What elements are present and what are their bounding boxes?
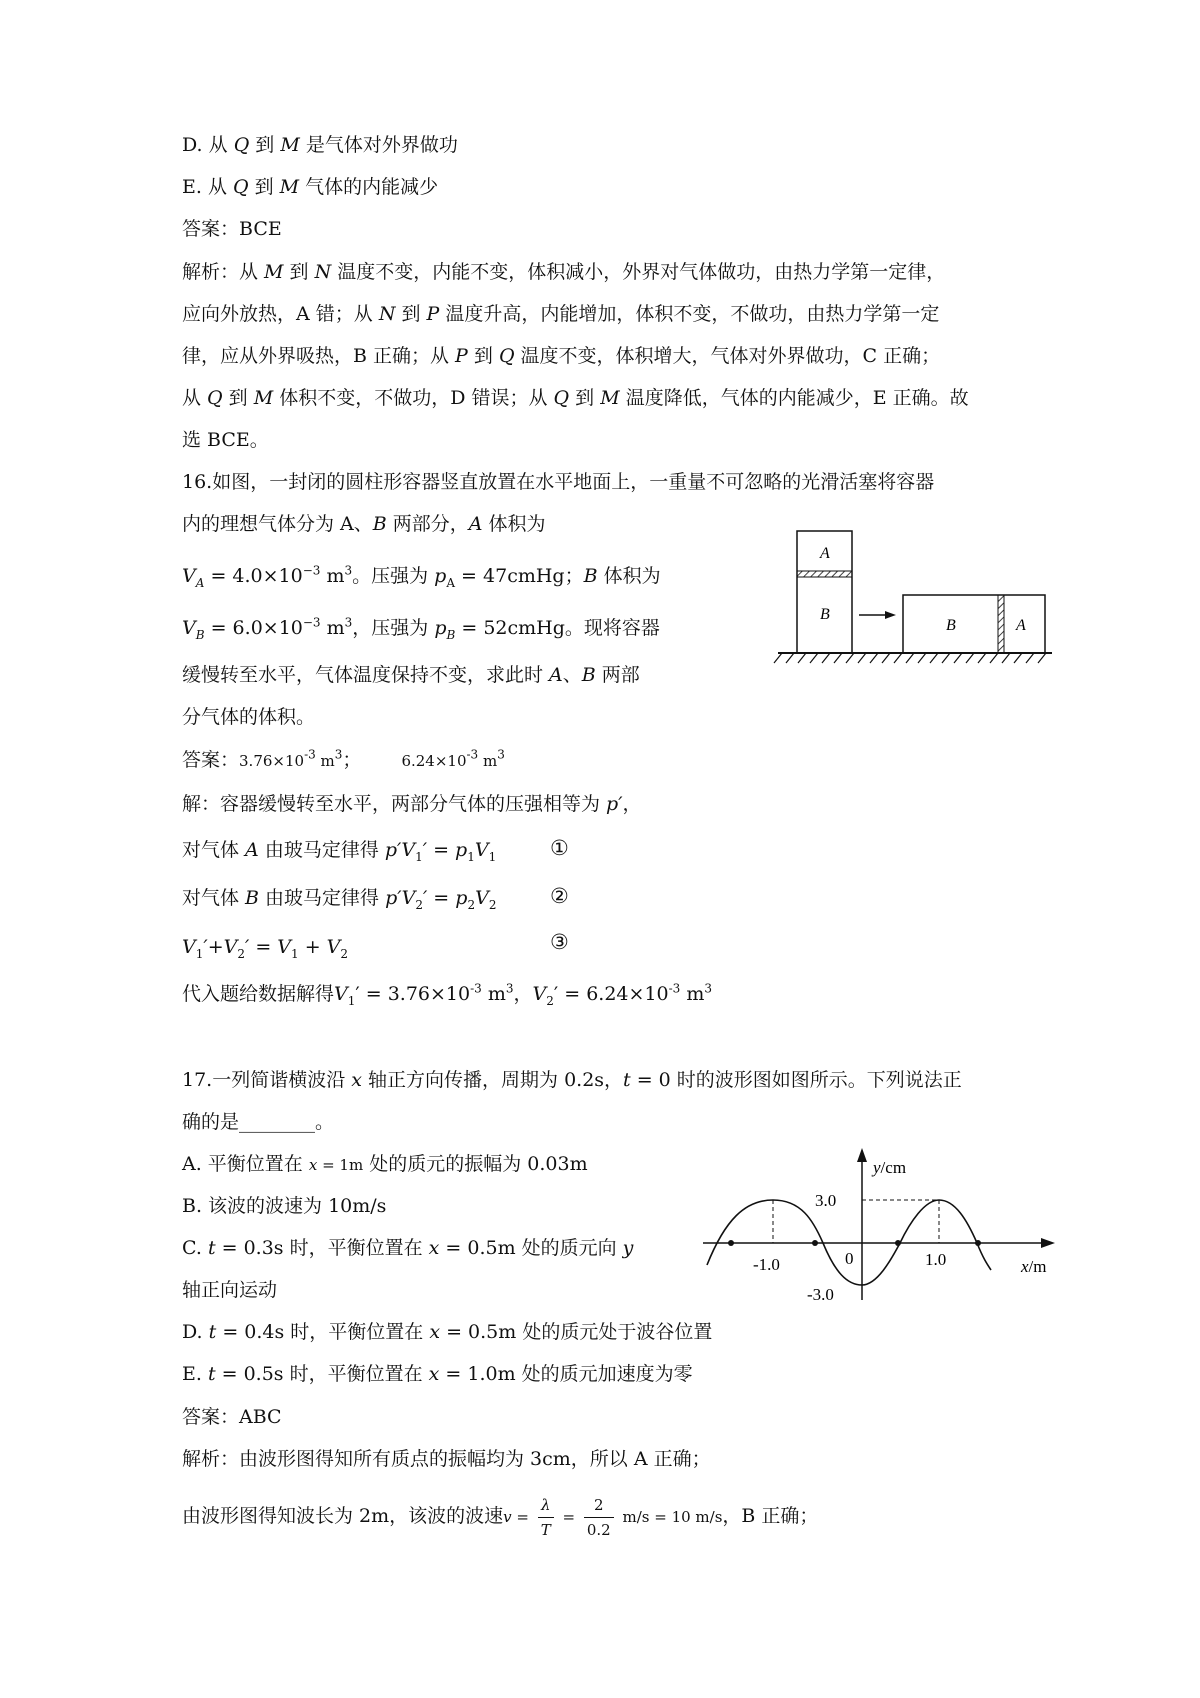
text: 17.一列简谐横波沿 (182, 1069, 352, 1091)
q17-option-c-line1 (182, 1236, 633, 1260)
var: x (428, 1237, 440, 1259)
var: Q (233, 134, 250, 156)
q16-stem-line6: 分气体的体积。 (182, 706, 316, 728)
text: 缓慢转至水平，气体温度保持不变，求此时 (182, 664, 550, 686)
var: Q (207, 387, 223, 409)
horizontal-label-b: B (946, 617, 956, 634)
equation-marker-3: ③ (550, 930, 569, 954)
var: t (623, 1069, 631, 1091)
numerator: λ (538, 1493, 554, 1518)
text: 处的质元的振幅为 0.03m (363, 1153, 588, 1175)
sup: 3 (497, 747, 505, 762)
var: x (351, 1069, 362, 1091)
var: p′V (384, 839, 416, 861)
sup: −3 (302, 615, 321, 630)
y-axis-unit: /cm (880, 1158, 907, 1177)
var: x (429, 1321, 441, 1343)
sub: 2 (237, 946, 245, 961)
q15-option-e (182, 175, 438, 199)
text: m (478, 752, 498, 770)
text: 体积不变，不做功，D 错误；从 (273, 387, 554, 409)
var: V (182, 565, 196, 587)
var: Q (498, 345, 515, 367)
text: = 4.0×10 (204, 565, 303, 587)
x-axis-var: x (1021, 1257, 1029, 1276)
var: M (279, 176, 300, 198)
q15-analysis-line5: 选 BCE。 (182, 429, 269, 451)
text: 代入题给数据解得 (182, 983, 335, 1005)
denominator: T (540, 1520, 551, 1539)
sub: 1 (195, 946, 204, 961)
text: = 0.5m 处的质元向 (439, 1237, 623, 1259)
wave-node-dot (728, 1240, 734, 1246)
text: m (481, 983, 506, 1005)
text: 两部分， (386, 513, 469, 535)
text: 到 (283, 261, 315, 283)
text: 。压强为 (352, 565, 435, 587)
text: 解析：从 (182, 261, 265, 283)
text: ， (513, 983, 533, 1005)
text: = 1m (317, 1156, 364, 1174)
text: 到 (248, 176, 280, 198)
var: N (314, 261, 332, 283)
text: E. (182, 1363, 208, 1385)
text: 解：容器缓慢转至水平，两部分气体的压强相等为 (182, 793, 607, 815)
var: x (308, 1156, 318, 1174)
sup: -3 (470, 981, 482, 996)
var: x (428, 1363, 440, 1385)
sup: 3 (334, 747, 343, 762)
horizontal-label-a: A (1016, 617, 1026, 634)
text: 两部 (595, 664, 640, 686)
x-tick-positive: 1.0 (925, 1250, 947, 1269)
sup: -3 (304, 747, 316, 762)
var: A (468, 513, 483, 535)
var: t (207, 1237, 216, 1259)
text: m (315, 752, 335, 770)
var: M (280, 134, 300, 156)
sub: 1 (347, 993, 356, 1008)
text: 体积为 (597, 565, 661, 587)
text: 对气体 (182, 839, 246, 861)
q16-stem-line3 (182, 564, 661, 588)
text: ′ = 6.24×10 (553, 983, 669, 1005)
text: 气体的内能减少 (299, 176, 439, 198)
var: y (622, 1237, 634, 1259)
var: p (434, 565, 447, 587)
sub: A (446, 575, 456, 590)
q15-analysis-line3 (182, 344, 940, 368)
q17-option-d (182, 1320, 712, 1344)
text: 由玻马定律得 (259, 887, 386, 909)
sup: -3 (668, 981, 681, 996)
text: = 47cmHg (455, 565, 565, 587)
q16-solution-line4 (182, 935, 348, 959)
origin-label: 0 (845, 1249, 854, 1268)
var: + V (298, 936, 341, 958)
q17-analysis-line2 (182, 1492, 818, 1542)
sub: 1 (415, 849, 423, 864)
var: V (182, 617, 196, 639)
y-axis-label (871, 1158, 906, 1177)
text: 律，应从外界吸热，B 正确；从 (182, 345, 456, 367)
ground-hatch (774, 653, 1046, 663)
text: 温度升高，内能增加，体积不变，不做功，由热力学第一定 (439, 303, 940, 325)
equation-marker-1: ① (550, 836, 569, 860)
text: 由玻马定律得 (258, 839, 385, 861)
var: ′ = p (422, 839, 468, 861)
q17-option-e (182, 1362, 693, 1386)
fraction-2-over-0.2 (584, 1493, 614, 1542)
horizontal-piston (998, 595, 1004, 653)
fraction-lambda-over-t (538, 1493, 554, 1542)
var: P (455, 345, 468, 367)
text: 3.76×10 (239, 752, 305, 770)
text: = 6.0×10 (204, 617, 303, 639)
sup: 3 (344, 563, 353, 578)
var: p (434, 617, 447, 639)
text: 内的理想气体分为 A、 (182, 513, 373, 535)
sub: B (446, 627, 456, 642)
sub: 1 (291, 946, 299, 961)
cylinder-figure (770, 525, 1060, 665)
text: = 0.5s 时，平衡位置在 (215, 1363, 429, 1385)
x-tick-negative: -1.0 (753, 1255, 780, 1274)
text: 到 (569, 387, 601, 409)
q16-stem-line1: 16.如图，一封闭的圆柱形容器竖直放置在水平地面上，一重量不可忽略的光滑活塞将容器 (182, 471, 935, 493)
var: M (600, 387, 620, 409)
q15-analysis-line1 (182, 260, 945, 284)
vertical-piston (797, 571, 852, 577)
y-axis-arrow-icon (857, 1148, 867, 1162)
text: 应向外放热，A 错；从 (182, 303, 379, 325)
var: M (264, 261, 284, 283)
q16-solution-line2 (182, 838, 496, 862)
text: = 52cmHg (455, 617, 565, 639)
sup: -3 (466, 747, 479, 762)
y-axis-var: y (873, 1158, 881, 1177)
var: t (208, 1321, 217, 1343)
equation-marker-2: ② (550, 884, 569, 908)
q15-answer: 答案：BCE (182, 218, 282, 240)
vertical-label-a: A (820, 545, 830, 562)
var: B (372, 513, 387, 535)
text: 对气体 (182, 887, 246, 909)
var: ′ = V (244, 936, 292, 958)
sub: 1 (488, 849, 497, 864)
text: 。现将容器 (564, 617, 660, 639)
q16-solution-line1 (182, 792, 642, 816)
var: t (207, 1363, 216, 1385)
y-tick-positive: 3.0 (815, 1191, 837, 1210)
q16-stem-line5 (182, 663, 640, 687)
text: m (320, 617, 345, 639)
text: = 0.4s 时，平衡位置在 (216, 1321, 430, 1343)
arrow-head-icon (885, 611, 896, 619)
text: 到 (467, 345, 499, 367)
text: 到 (249, 134, 281, 156)
q17-answer: 答案：ABC (182, 1406, 282, 1428)
q17-stem-line2: 确的是________。 (182, 1111, 335, 1133)
text: D. 从 (182, 134, 234, 156)
var: N (378, 303, 396, 325)
text: 到 (222, 387, 254, 409)
q16-stem-line2 (182, 512, 546, 536)
var: P (426, 303, 440, 325)
sub: B (195, 627, 205, 642)
q16-answer (182, 748, 505, 773)
var: Q (553, 387, 570, 409)
q17-stem-line1 (182, 1068, 962, 1092)
text: 到 (395, 303, 427, 325)
sub: 2 (340, 946, 349, 961)
var: ′+V (203, 936, 238, 958)
var: B (245, 887, 260, 909)
wave-node-dot (975, 1240, 981, 1246)
text: 温度不变，体积增大，气体对外界做功，C 正确； (514, 345, 941, 367)
var: ′ = p (422, 887, 468, 909)
text: A. 平衡位置在 (182, 1153, 309, 1175)
var: Q (233, 176, 249, 198)
sub: 2 (488, 897, 497, 912)
text: = (511, 1508, 534, 1526)
var: V (475, 887, 489, 909)
sub: 2 (467, 897, 476, 912)
var: V (182, 936, 196, 958)
var: A (549, 664, 563, 686)
text: = 0 时的波形图如图所示。下列说法正 (630, 1069, 962, 1091)
sub: A (195, 575, 205, 590)
text: m (320, 565, 345, 587)
text: m (680, 983, 705, 1005)
text: 温度降低，气体的内能减少，E 正确。故 (619, 387, 969, 409)
text: ′ = 3.76×10 (355, 983, 471, 1005)
text: 轴正方向传播，周期为 0.2s， (361, 1069, 624, 1091)
text: 是气体对外界做功 (299, 134, 458, 156)
text: 6.24×10 (401, 752, 467, 770)
var: V (532, 983, 547, 1005)
y-tick-negative: -3.0 (807, 1285, 834, 1304)
x-axis-unit: /m (1028, 1257, 1047, 1276)
var: V (334, 983, 348, 1005)
text: 从 (182, 387, 208, 409)
wave-node-dot (895, 1240, 901, 1246)
q15-analysis-line4 (182, 386, 969, 410)
text: = 0.5m 处的质元处于波谷位置 (440, 1321, 713, 1343)
text: = 0.3s 时，平衡位置在 (215, 1237, 429, 1259)
var: p′V (385, 887, 416, 909)
sub: 1 (467, 849, 475, 864)
var: A (245, 839, 259, 861)
text: ，B 正确； (722, 1505, 819, 1527)
text: = (557, 1508, 580, 1526)
text: ，压强为 (352, 617, 435, 639)
text: 由波形图得知波长为 2m，该波的波速 (182, 1505, 504, 1527)
x-axis-arrow-icon (1041, 1238, 1055, 1248)
var: V (474, 839, 489, 861)
sup: 3 (704, 981, 713, 996)
var: B (583, 565, 598, 587)
q16-solution-line5 (182, 982, 712, 1006)
x-axis-label (1020, 1257, 1047, 1276)
var: M (253, 387, 274, 409)
var: B (581, 664, 596, 686)
q17-option-a (182, 1152, 588, 1177)
text: 体积为 (482, 513, 546, 535)
sup: 3 (344, 615, 353, 630)
vertical-label-b: B (820, 606, 830, 623)
text: 答案： (182, 749, 240, 771)
q16-solution-line3 (182, 886, 496, 910)
text: ； (342, 749, 362, 771)
wave-node-dot (812, 1240, 818, 1246)
text: m/s = 10 m/s (617, 1508, 723, 1526)
q17-option-b: B. 该波的波速为 10m/s (182, 1195, 387, 1217)
sup: −3 (302, 563, 321, 578)
q15-option-d (182, 133, 458, 157)
sub: 2 (415, 897, 423, 912)
numerator: 2 (584, 1493, 614, 1518)
var: v (503, 1508, 512, 1526)
text: ， (622, 793, 642, 815)
text: C. (182, 1237, 208, 1259)
q15-analysis-line2 (182, 302, 939, 326)
text: D. (182, 1321, 209, 1343)
var: p′ (606, 793, 623, 815)
sup: 3 (505, 981, 514, 996)
denominator: 0.2 (586, 1520, 611, 1539)
wave-graph (695, 1140, 1065, 1305)
q17-analysis-line1: 解析：由波形图得知所有质点的振幅均为 3cm，所以 A 正确； (182, 1448, 711, 1470)
q16-stem-line4 (182, 616, 660, 640)
text: = 1.0m 处的质元加速度为零 (439, 1363, 693, 1385)
text: 温度不变，内能不变，体积减小，外界对气体做功，由热力学第一定律， (331, 261, 946, 283)
q17-option-c-line2: 轴正向运动 (182, 1279, 278, 1301)
text: 、 (562, 664, 582, 686)
sub: 2 (546, 993, 554, 1008)
text: E. 从 (182, 176, 233, 198)
text: ； (564, 565, 584, 587)
